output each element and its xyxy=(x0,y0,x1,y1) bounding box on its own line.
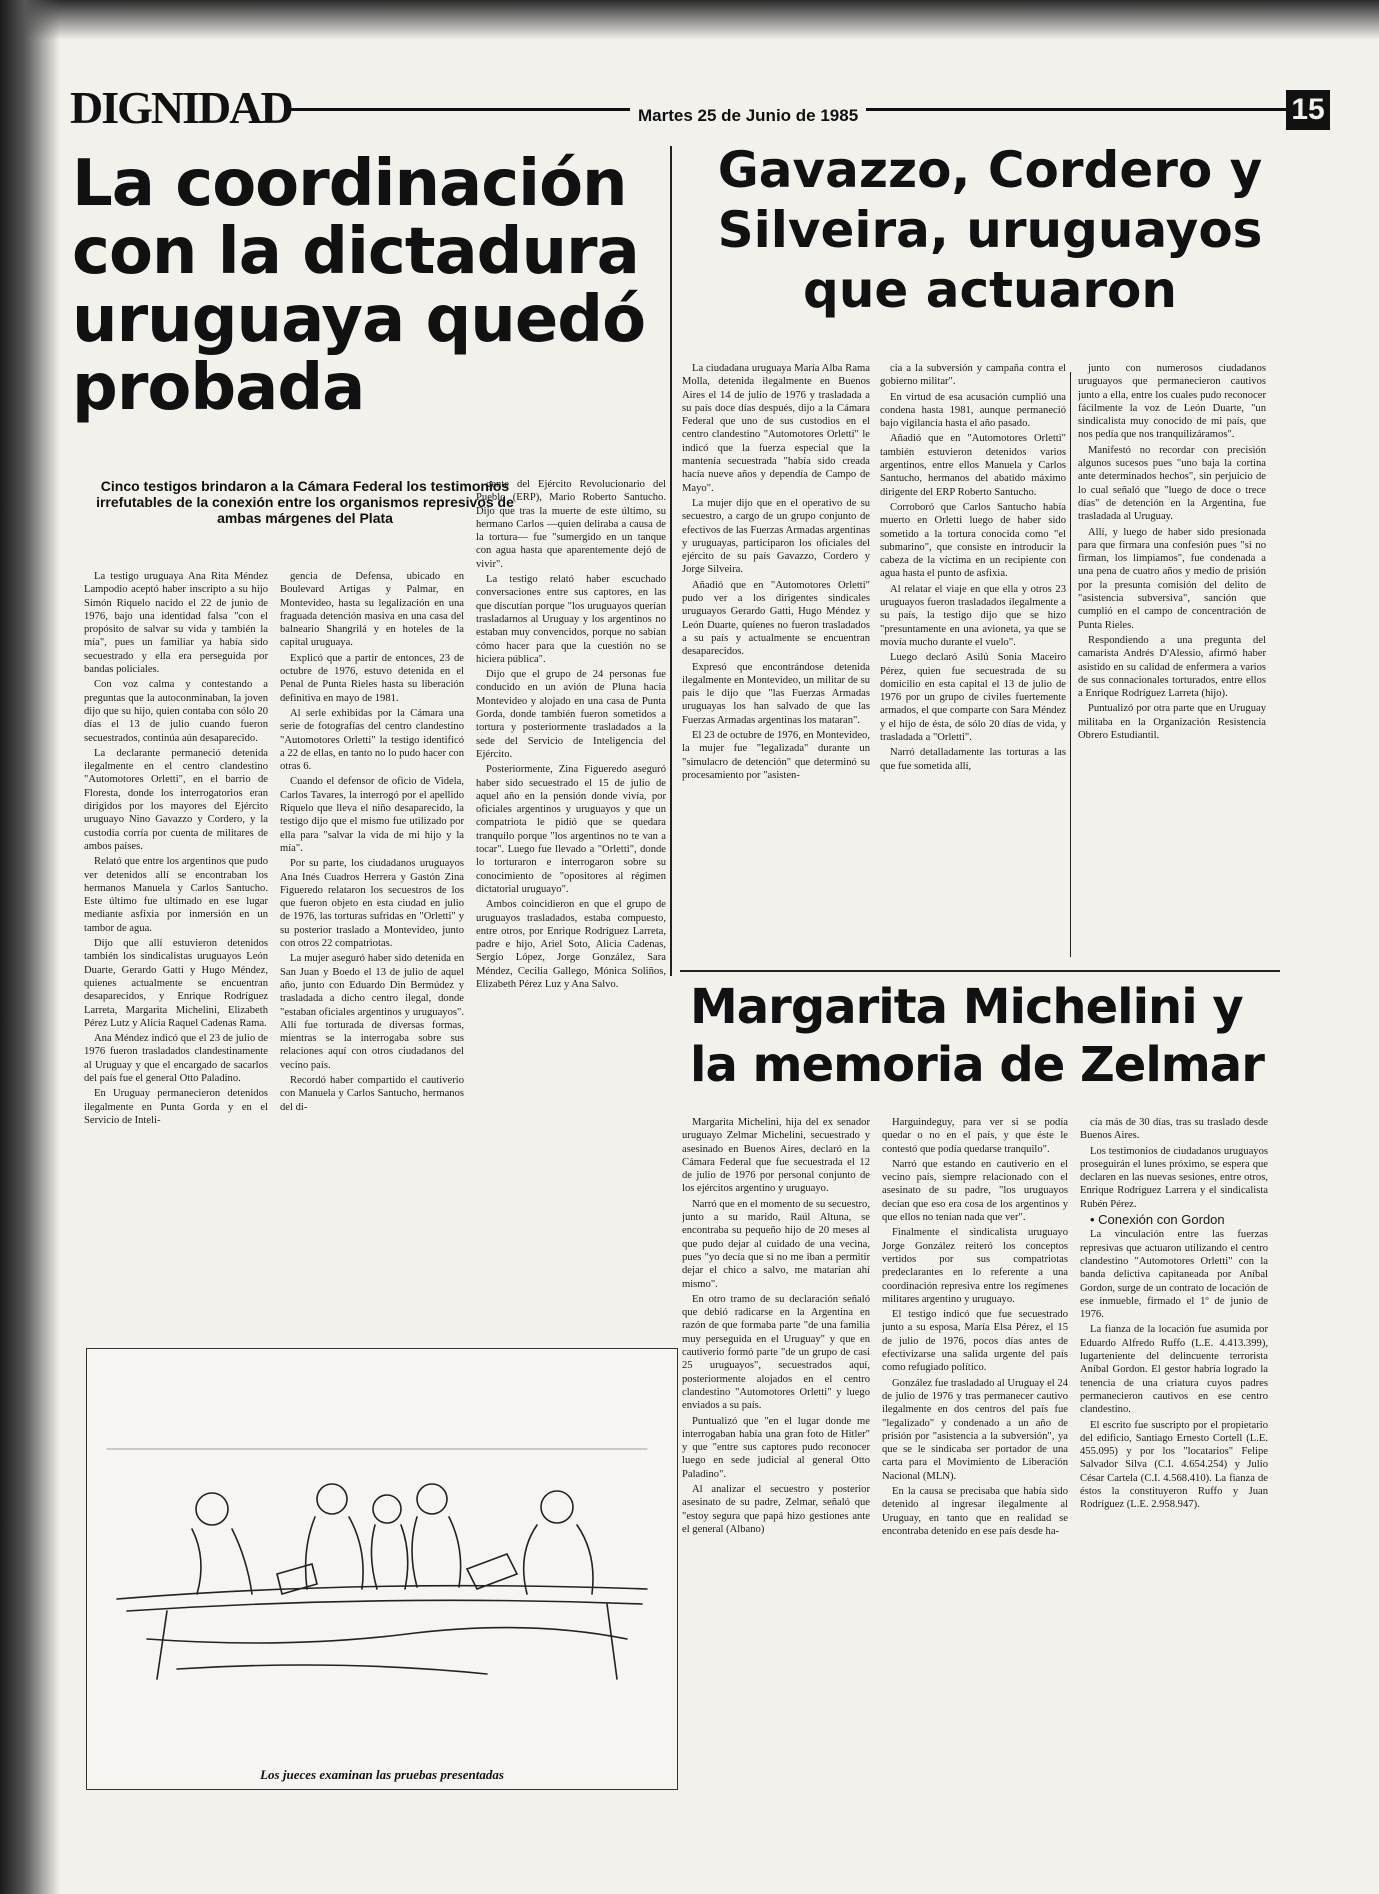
paragraph: La testigo relató haber escuchado conversaciones entre sus captores, en las que discutían porque "los uruguayos querían trasladarnos al Uruguay y los argentinos no estaban muy convencidos, porque no sabían cómo hacer para que la cuestión no se hiciera pública". xyxy=(476,574,666,665)
paragraph: Añadió que en "Automotores Orletti" pudo ver a los dirigentes sindicales uruguayos Gerardo Gatti, Hugo Méndez y León Duarte, quienes no fueron trasladados a su país y actualmente se encuentran desaparecidos. xyxy=(682,579,870,658)
paragraph: González fue trasladado al Uruguay el 24 de julio de 1976 y tras permanecer cautivo ilegalmente en dos centros del país fue "legalizado" y condenado a un año de prisión por "asistencia a la subversión", ya que se le sindicaba ser portador de una carta para el Movimiento de Liberación Nacional (MLN). xyxy=(882,1377,1068,1482)
masthead xyxy=(70,82,1325,133)
issue-date: Martes 25 de Junio de 1985 xyxy=(630,106,866,126)
article1-column-1 xyxy=(84,570,268,1346)
paragraph: La vinculación entre las fuerzas represivas que actuaron utilizando el centro clandestino "Automotores Orletti" con la banda delictiva capitaneada por Aníbal Gordon, surge de un contrato de locación de ese inmueble, firmado el 1º de junio de 1976. xyxy=(1080,1229,1268,1321)
article1-headline: La coordinación con la dictadura uruguaya quedó probada xyxy=(72,147,646,425)
paragraph: junto con numerosos ciudadanos uruguayos que permanecieron cautivos junto a ella, entre los cuales pudo reconocer fácilmente la voz de León Duarte, "un sindicalista muy conocido de mi país, que nos pedía que nos tranquilizáramos". xyxy=(1078,363,1266,441)
paragraph: Ambos coincidieron en que el grupo de uruguayos trasladados, estaba compuesto, entre otros, por Enrique Rodríguez Larreta, padre e hijo, Ariel Soto, Alicia Cadenas, Sergio López, Jorge González, Sara Méndez, Cecilia Gallego, Mónica Soliños, Elizabeth Pérez Luz y Ana Salvo. xyxy=(476,899,666,990)
paragraph: gencia de Defensa, ubicado en Boulevard Artigas y Palmar, en Montevideo, hasta su legalización en una fraguada detención masiva en una casa del balneario Shangrilá y en hoteles de la capital uruguaya. xyxy=(280,571,464,649)
scan-top-shadow xyxy=(0,0,1379,40)
paragraph: Luego declaró Asilú Sonia Maceiro Pérez, quien fue secuestrada de su domicilio en esta capital el 13 de julio de 1976 por un grupo de civiles fuertemente armados, el que comparte con Sara Méndez y el hijo de ésta, de sólo 20 días de vida, y trasladada a "Orletti". xyxy=(880,652,1066,744)
paragraph: Puntualizó por otra parte que en Uruguay militaba en la Organización Resistencia Obrero Estudiantil. xyxy=(1078,703,1266,742)
paragraph: Cuando el defensor de oficio de Videla, Carlos Tavares, la interrogó por el apellido Riquelo que lleva el niño desaparecido, la testigo dijo que el mismo fue utilizado por ella para "salvar la vida de mi hijo y la mía". xyxy=(280,776,464,854)
paragraph: Corroboró que Carlos Santucho había muerto en Orletti luego de haber sido sometido a la tortura conocida como "el submarino", que consiste en introducir la cabeza de la víctima en un recipiente con agua hasta el punto de asfixia. xyxy=(880,501,1066,580)
article1-column-2 xyxy=(280,570,464,1346)
paragraph: Al analizar el secuestro y posterior asesinato de su padre, Zelmar, señaló que "estoy segura que papá hizo gestiones ante el general (Albano) xyxy=(682,1484,870,1535)
article2-column-1 xyxy=(682,362,870,962)
paragraph: Dijo que el grupo de 24 personas fue conducido en un avión de Pluna hacia Montevideo y alojado en una casa de Punta Gorda, donde también fueron sometidos a tortura y posteriormente trasladados a la sede del Servicio de Inteligencia del Ejército. xyxy=(476,669,666,760)
cartoon-caption: Los jueces examinan las pruebas presentadas xyxy=(260,1767,504,1782)
paragraph: Finalmente el sindicalista uruguayo Jorge González reiteró los conceptos vertidos por sus compatriotas predeclarantes en lo referente a una coordinación represiva entre los regímenes militares argentino y uruguayo. xyxy=(882,1227,1068,1305)
paragraph: Puntualizó que "en el lugar donde me interrogaban había una gran foto de Hitler" y que "entre sus captores pudo reconocer luego en sede judicial al general Otto Paladino". xyxy=(682,1415,870,1480)
court-cartoon-illustration xyxy=(86,1348,678,1790)
paragraph: Expresó que encontrándose detenida ilegalmente en Montevideo, un militar de su país le dijo que "las Fuerzas Armadas uruguayas los han salvado de que las Fuerzas Armadas argentinas los mataran". xyxy=(682,661,870,726)
article3-headline: Margarita Michelini y la memoria de Zelmar xyxy=(690,979,1264,1093)
paragraph: Los testimonios de ciudadanos uruguayos proseguirán el lunes próximo, se espera que declaren en las nuevas sesiones, entre otros, Enrique Rodríguez Larrera y el sindicalista Rubén Pérez. xyxy=(1080,1145,1268,1210)
paragraph: cía más de 30 días, tras su traslado desde Buenos Aires. xyxy=(1080,1117,1268,1142)
newspaper-logo: DIGNIDAD xyxy=(70,82,292,133)
paragraph: Por su parte, los ciudadanos uruguayos Ana Inés Cuadros Herrera y Gastón Zina Figueredo relataron los secuestros de los que fueron objeto en esta ciudad en julio de 1976, las torturas sufridas en "Orletti" y su posterior traslado a Montevideo, junto con otros 22 compatriotas. xyxy=(280,858,464,950)
paragraph: Explicó que a partir de entonces, 23 de octubre de 1976, estuvo detenida en el Penal de Punta Rieles hasta su liberación definitiva en mayo de 1981. xyxy=(280,652,464,704)
paragraph: En otro tramo de su declaración señaló que debió radicarse en la Argentina en razón de que formaba parte "de una familia muy perseguida en el Uruguay" y que en cautiverio formó parte "de un grupo de casi 25 uruguayos", secuestrados aquí, posteriormente alojados en el centro clandestino "Automotores Orletti" y luego enviados a su país. xyxy=(682,1293,870,1412)
paragraph: Posteriormente, Zina Figueredo aseguró haber sido secuestrado el 15 de julio de aquel año en la pensión donde vivía, por oficiales argentinos y uruguayos y que un compatriota le pidió que se quedara tranquilo porque "los argentinos no te van a tocar". Luego fue llevado a "Orletti", donde lo torturaron e interrogaron sobre su conocimiento de "opositores al régimen dictatorial uruguayo". xyxy=(476,764,666,895)
paragraph: La testigo uruguaya Ana Rita Méndez Lampodio aceptó haber inscripto a su hijo Simón Riquelo nacido el 22 de junio de 1976, bajo una identidad falsa "con el propósito de salvar su vida y también la mía", pues un familiar ya había sido secuestrado y ella era perseguida por bandas policiales. xyxy=(84,571,268,676)
cartoon-drawing xyxy=(87,1349,677,1759)
paragraph: Añadió que en "Automotores Orletti" también estuvieron detenidos varios argentinos, entre ellos Manuela y Carlos Santucho, hermanos del abatido máximo dirigente del ERP Roberto Santucho. xyxy=(880,433,1066,498)
article3-column-1 xyxy=(682,1116,870,1776)
paragraph: Recordó haber compartido el cautiverio con Manuela y Carlos Santucho, hermanos del di- xyxy=(280,1074,464,1113)
paragraph: Al serle exhibidas por la Cámara una serie de fotografías del centro clandestino "Automotores Orletti" la testigo identificó a 22 de ellas, en tanto no lo pudo hacer con otras 6. xyxy=(280,707,464,773)
paragraph: El escrito fue suscripto por el propietario del edificio, Santiago Ernesto Cortell (L.E. 455.095) y por los "locatarios" Felipe Salvador Silva (C.I. 4.654.254) y Julio César Cartela (C.I. 4.568.410). La fianza de éstos la constituyeron Ruffo y Juan Rodríguez (L.E. 2.958.947). xyxy=(1080,1419,1268,1511)
paragraph: Allí, y luego de haber sido presionada para que firmara una confesión pues "si no firman, los limpiamos", fue condenada a una pena de cuatro años y medio de prisión por la presunta comisión del delito de "asistencia subversiva", sanción que cumplió en el campo de concentración de Punta Rieles. xyxy=(1078,526,1266,631)
article2-headline: Gavazzo, Cordero y Silveira, uruguayos que actuaron xyxy=(717,141,1263,319)
paragraph: La declarante permaneció detenida ilegalmente en el centro clandestino "Automotores Orletti", en el barrio de Floresta, donde los interrogatorios eran dirigidos por los mayores del Ejército uruguayo Nino Gavazzo y Cordero, y la custodia corría por cuenta de militares de ambos países. xyxy=(84,747,268,852)
paragraph: Relató que entre los argentinos que pudo ver detenidos allí se encontraban los hermanos Manuela y Carlos Santucho. Este último fue ultimado en ese lugar mediante asfixia por inmersión en un tambor de agua. xyxy=(84,856,268,934)
paragraph: En la causa se precisaba que había sido detenido al ingresar ilegalmente al Uruguay, en tanto que en realidad se encontraba detenido en ese país desde ha- xyxy=(882,1486,1068,1537)
paragraph: El testigo indicó que fue secuestrado junto a su esposa, María Elsa Pérez, el 15 de julio de 1976, pocos días antes de efectivizarse una salida urgente del país como refugiado político. xyxy=(882,1309,1068,1374)
paragraph: Manifestó no recordar con precisión algunos sucesos pues "uno baja la cortina ante determinados hechos", sin perjuicio de lo cual señaló que "luego de doce o trece días" de detención en la Argentina, fue trasladada al Uruguay. xyxy=(1078,444,1266,523)
article-separator-rule xyxy=(680,970,1280,972)
paragraph: En virtud de esa acusación cumplió una condena hasta 1981, aunque permaneció bajo vigilancia hasta el año pasado. xyxy=(880,391,1066,430)
paragraph: Respondiendo a una pregunta del camarista Andrés D'Alessio, afirmó haber asistido en su calidad de enfermera a varios de sus connacionales torturados, entre ellos a Enrique Rodríguez Larreta (hijo). xyxy=(1078,634,1266,700)
paragraph: La mujer aseguró haber sido detenida en San Juan y Boedo el 13 de julio de aquel año, junto con Eduardo Din Bermúdez y trasladada a dicho centro ilegal, donde "estaban oficiales argentinos y uruguayos". Allí fue torturada de diversas formas, mientras se la interrogaba sobre sus relaciones aquí con otros ciudadanos del vecino país. xyxy=(280,953,464,1071)
article3-column-3 xyxy=(1080,1116,1268,1776)
column-rule xyxy=(1070,372,1071,957)
paragraph: El 23 de octubre de 1976, en Montevideo, la mujer fue "legalizada" durante un "simulacro de detención" que determinó su procesamiento por "asisten- xyxy=(682,730,870,781)
paragraph: La fianza de la locación fue asumida por Eduardo Alfredo Ruffo (L.E. 4.413.399), lugarteniente del delincuente terrorista Aníbal Gordon. El gestor habría logrado la tenencia de una criatura cuyos padres permanecieron cautivos en ese centro clandestino. xyxy=(1080,1324,1268,1416)
article3-column-2 xyxy=(882,1116,1068,1776)
paragraph: Harguindeguy, para ver si se podía quedar o no en el país, y que éste le contestó que podía quedarse tranquilo". xyxy=(882,1117,1068,1155)
article2-column-2 xyxy=(880,362,1066,962)
paragraph: Dijo que allí estuvieron detenidos también los sindicalistas uruguayos León Duarte, Gerardo Gatti y Hugo Méndez, quienes actualmente se encuentran desaparecidos, y Enrique Rodríguez Larreta, Margarita Michelini, Elizabeth Pérez Lutz y Alicia Raquel Cadenas Rama. xyxy=(84,938,268,1029)
paragraph: Narró detalladamente las torturas a las que fue sometida allí, xyxy=(880,747,1066,772)
page-number: 15 xyxy=(1286,90,1330,130)
paragraph: Margarita Michelini, hija del ex senador uruguayo Zelmar Michelini, secuestrado y asesinado en Buenos Aires, declaró en la Cámara Federal que fue secuestrada el 12 de julio de 1976 por personal conjunto de los ejércitos argentino y uruguayo. xyxy=(682,1117,870,1195)
paragraph: cia a la subversión y campaña contra el gobierno militar". xyxy=(880,363,1066,388)
paragraph: Con voz calma y contestando a preguntas que la autoconminaban, la joven dijo que su hijo, quien contaba con sólo 20 días el 13 de julio cuando fueron secuestrados, continúa aún desaparecido. xyxy=(84,679,268,744)
paragraph: Ana Méndez indicó que el 23 de julio de 1976 fueron trasladados clandestinamente al Uruguay y que el encargado de sacarlos del país fue el general Otto Paladino. xyxy=(84,1033,268,1084)
center-column-rule xyxy=(670,146,672,976)
paragraph: Narró que estando en cautiverio en el vecino país, siempre relacionado con el asesinato de su padre, "los uruguayos decían que eso era cosa de los argentinos y que ellos no tenían nada que ver". xyxy=(882,1158,1068,1224)
paragraph: En Uruguay permanecieron detenidos ilegalmente en Punta Gorda y en el Servicio de Inteli- xyxy=(84,1088,268,1126)
article1-deck: Cinco testigos brindaron a la Cámara Federal los testimonios irrefutables de la conexión entre los organismos represivos de ambas márgenes del Plata xyxy=(96,478,514,526)
article3-subhead: • Conexión con Gordon xyxy=(1090,1212,1225,1228)
article2-column-3 xyxy=(1078,362,1266,962)
scan-left-shadow xyxy=(0,0,60,1894)
paragraph: Narró que en el momento de su secuestro, junto a su marido, Raúl Altuna, se encontraba su pequeño hijo de 20 meses al que pudo dejar al cuidado de una vecina, pues "yo decía que si no me iban a permitir dejar el chico a salvo, me matarían ahí mismo". xyxy=(682,1198,870,1290)
paragraph: La ciudadana uruguaya María Alba Rama Molla, detenida ilegalmente en Buenos Aires el 14 de julio de 1976 y trasladada a su país doce días después, dijo a la Cámara Federal que uno de sus custodios en el centro clandestino "Automotores Orletti" le indicó que la fuerza especial que la mantenía secuestrada "había sido creada hacía nueve años y dependía de Campo de Mayo". xyxy=(682,363,870,494)
article1-column-3 xyxy=(476,478,666,1346)
paragraph: gente del Ejército Revolucionario del Pueblo (ERP), Mario Roberto Santucho. Dijo que tras la muerte de este último, su hermano Carlos —quien deliraba a causa de la tortura— fue "sumergido en un tanque con agua hasta que aparentemente dejó de vivir". xyxy=(476,479,666,570)
paragraph: La mujer dijo que en el operativo de su secuestro, a cargo de un grupo conjunto de efectivos de las Fuerzas Armadas argentinas y uruguayas, participaron los oficiales del ejército de su país Gavazzo, Cordero y Jorge Silveira. xyxy=(682,497,870,576)
paragraph: Al relatar el viaje en que ella y otros 23 uruguayos fueron trasladados ilegalmente a su país, la testigo dijo que se hizo "presuntamente en una avioneta, ya que se movía mucho durante el vuelo". xyxy=(880,583,1066,648)
